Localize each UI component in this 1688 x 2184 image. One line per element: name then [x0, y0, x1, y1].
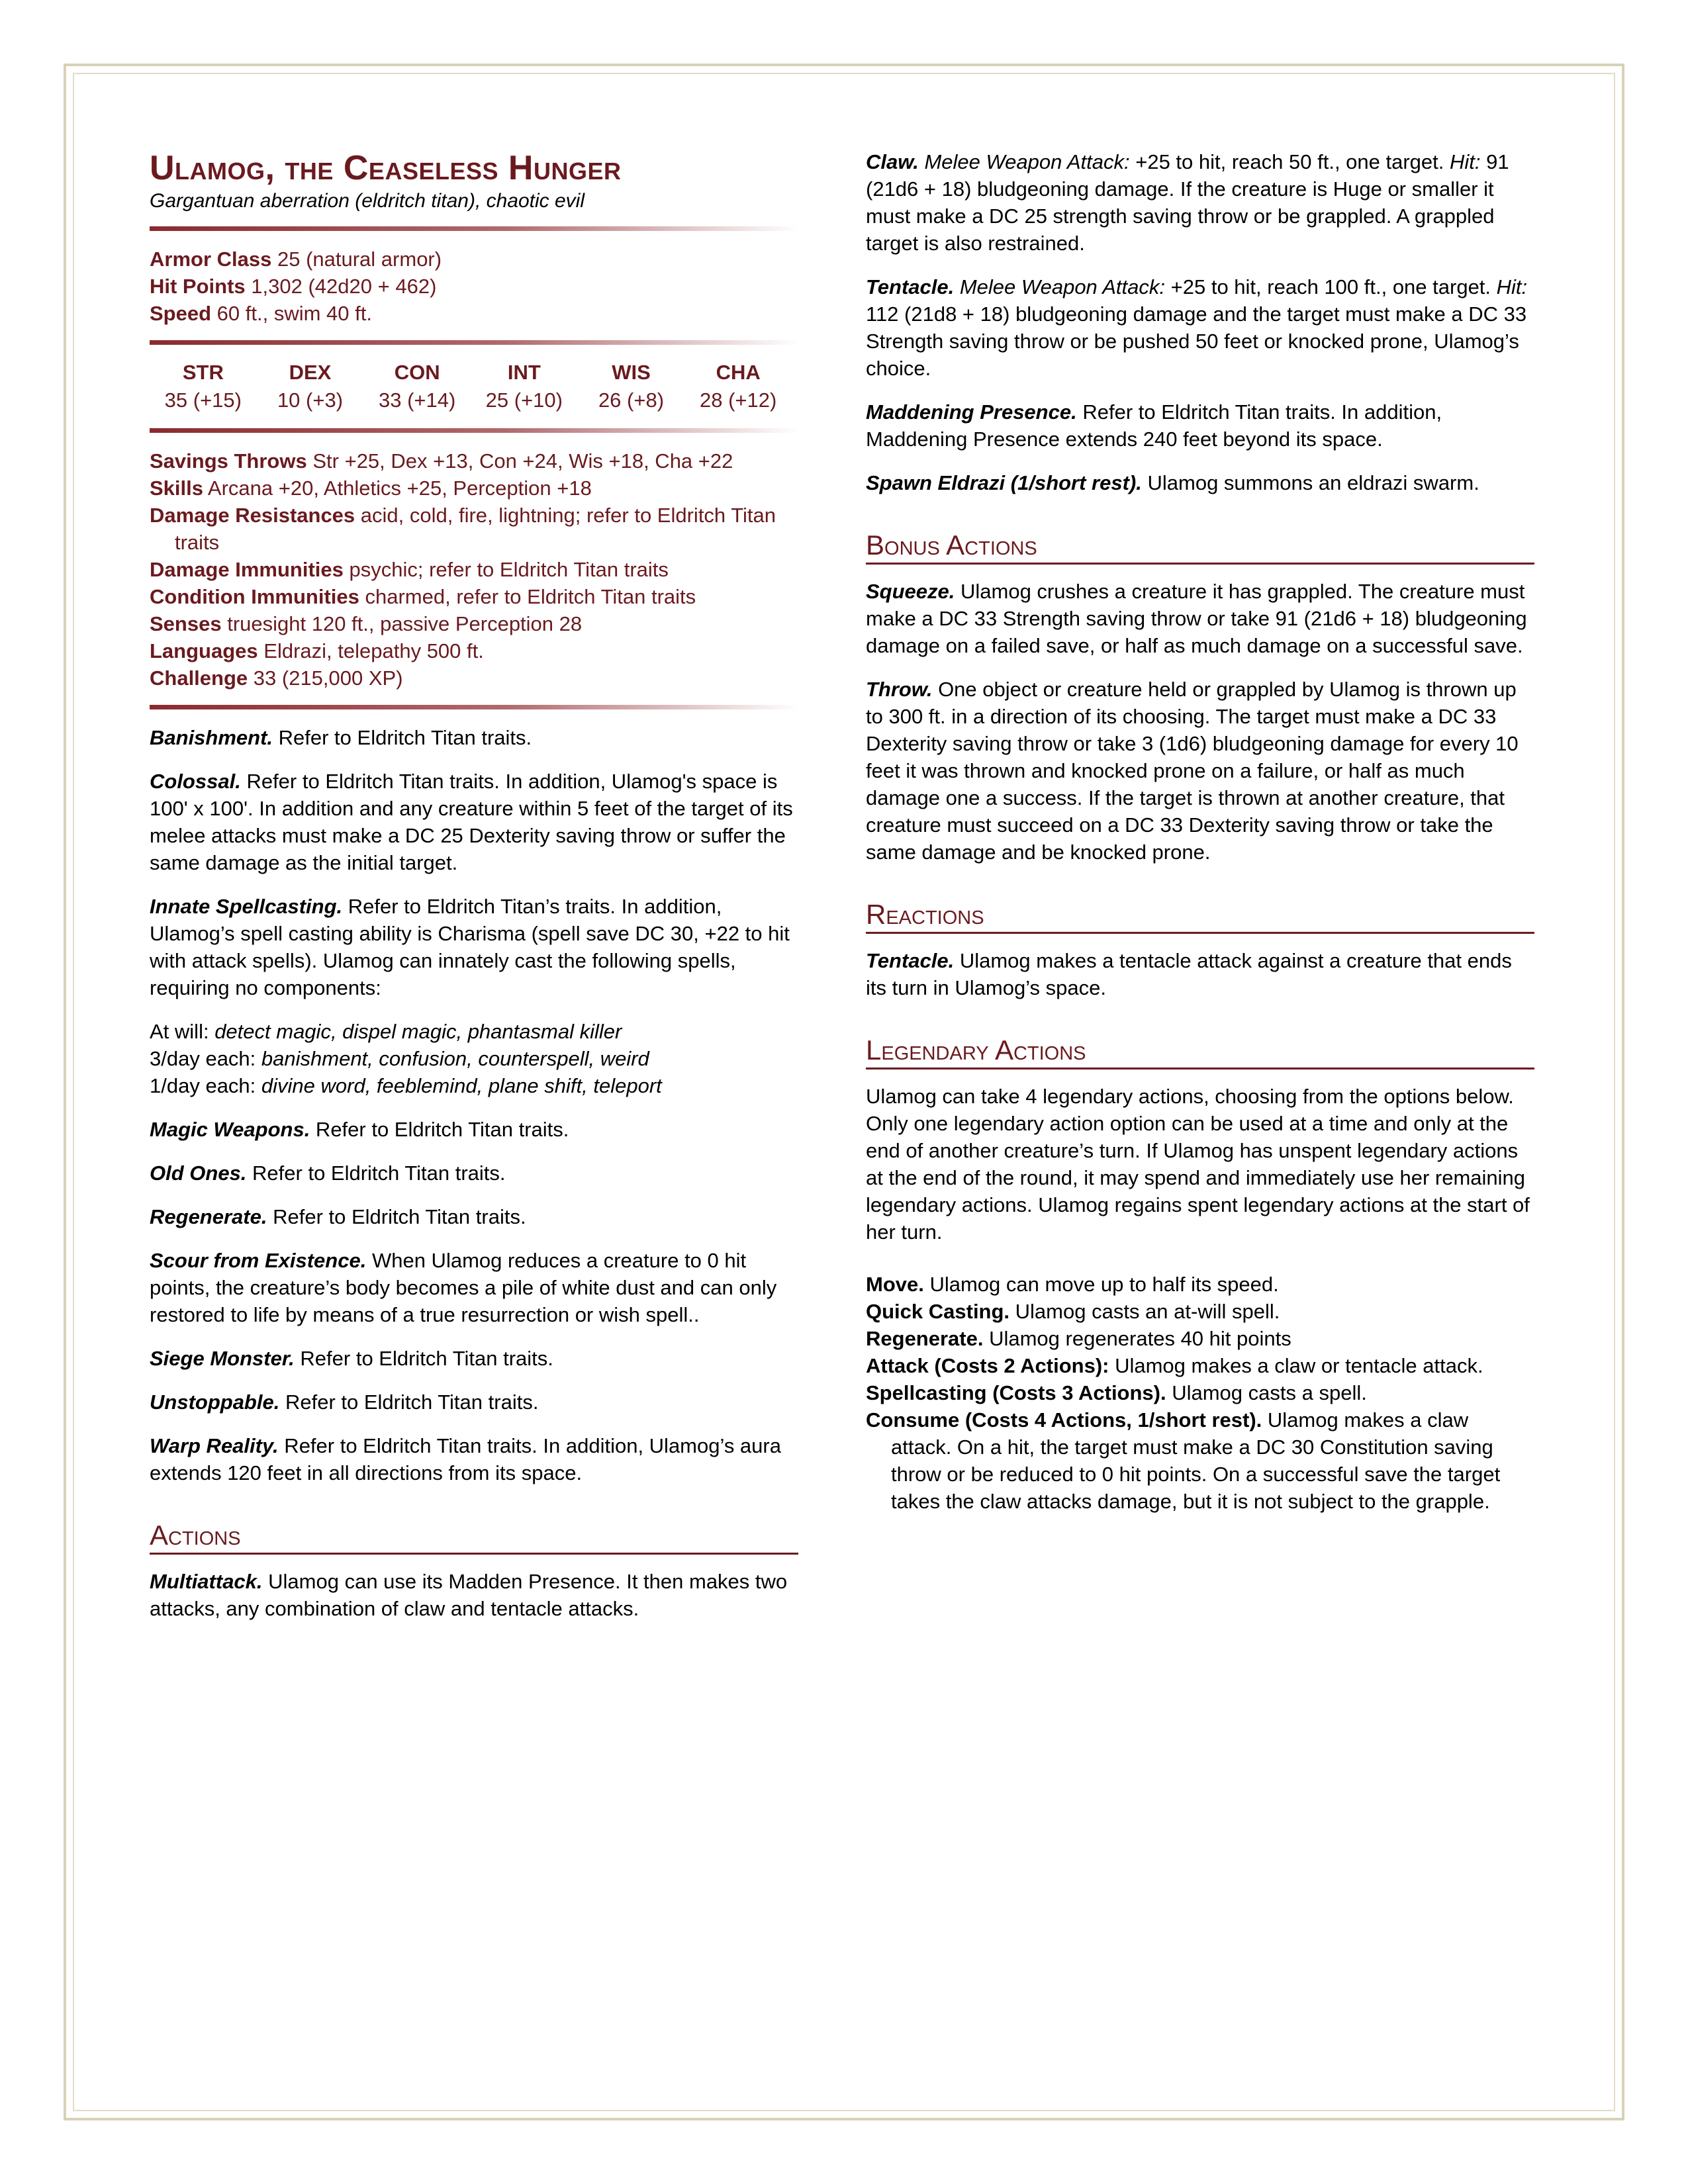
damage-immunities: Damage Immunities psychic; refer to Eldritch Titan traits	[150, 558, 669, 581]
trait-unstoppable: Unstoppable. Refer to Eldritch Titan traits.	[150, 1390, 539, 1414]
ability-header: STR	[182, 361, 224, 384]
action-maddening-presence: Maddening Presence. Refer to Eldritch Titan traits. In addition, Maddening Presence extends 240 feet beyond its space.	[866, 400, 1442, 451]
action-multiattack: Multiattack. Ulamog can use its Madden Presence. It then makes two attacks, any combination of claw and tentacle attacks.	[150, 1570, 788, 1620]
legendary-item: Regenerate. Ulamog regenerates 40 hit points	[866, 1327, 1291, 1350]
speed: Speed 60 ft., swim 40 ft.	[150, 302, 372, 325]
trait-magic-weapons: Magic Weapons. Refer to Eldritch Titan traits.	[150, 1118, 569, 1141]
damage-resistances: Damage Resistances acid, cold, fire, lightning; refer to Eldritch Titan traits	[150, 504, 776, 554]
ability-value: 28 (+12)	[700, 388, 777, 412]
ability-header: WIS	[612, 361, 651, 384]
ability-header: DEX	[289, 361, 332, 384]
divider	[150, 428, 798, 433]
legendary-item: Move. Ulamog can move up to half its speed.	[866, 1273, 1279, 1296]
legendary-item: Attack (Costs 2 Actions): Ulamog makes a claw or tentacle attack.	[866, 1354, 1483, 1377]
bonus-actions-heading: Bonus Actions	[866, 529, 1534, 565]
legendary-item: Quick Casting. Ulamog casts an at-will spell.	[866, 1300, 1280, 1323]
ability-header: CON	[394, 361, 440, 384]
saving-throws: Savings Throws Str +25, Dex +13, Con +24, Wis +18, Cha +22	[150, 449, 733, 473]
right-column	[866, 148, 1534, 1515]
legendary-list	[866, 1271, 1534, 1515]
reactions-heading: Reactions	[866, 899, 1534, 934]
bonus-action-throw: Throw. One object or creature held or grappled by Ulamog is thrown up to 300 ft. in a direction of its choosing. The target must make a DC 33 Dexterity saving throw or take 3 (1d6) bludgeoning damage for every 10 feet it was thrown and knocked prone on a failure, or half as much damage one a success. If the target is thrown at another creature, that creature must succeed on a DC 33 Dexterity saving throw or take the same damage and be knocked prone.	[866, 678, 1519, 864]
trait-regenerate: Regenerate. Refer to Eldritch Titan traits.	[150, 1205, 526, 1228]
ability-value: 10 (+3)	[277, 388, 344, 412]
ability-value: 25 (+10)	[485, 388, 563, 412]
trait-old-ones: Old Ones. Refer to Eldritch Titan traits.	[150, 1161, 506, 1185]
core-stats	[150, 246, 798, 327]
actions-heading: Actions	[150, 1520, 798, 1555]
legendary-intro: Ulamog can take 4 legendary actions, choosing from the options below. Only one legendary action option can be used at a time and only at the end of another creature’s turn. If Ulamog has unspent legendary actions at the end of the round, it may spend and immediately use her remaining legendary actions. Ulamog regains spent legendary actions at the start of her turn.	[866, 1085, 1530, 1244]
legendary-item: Spellcasting (Costs 3 Actions). Ulamog casts a spell.	[866, 1381, 1367, 1404]
trait-innate-spellcasting: Innate Spellcasting. Refer to Eldritch Titan’s traits. In addition, Ulamog’s spell casting ability is Charisma (spell save DC 30, +22 to hit with attack spells). Ulamog can innately cast the following spells, requiring no components:	[150, 895, 790, 999]
skills: Skills Arcana +20, Athletics +25, Perception +18	[150, 477, 592, 500]
spell-line: 3/day each: banishment, confusion, counterspell, weird	[150, 1047, 649, 1070]
monster-type: Gargantuan aberration (eldritch titan), chaotic evil	[150, 190, 585, 212]
left-column	[150, 148, 798, 1639]
challenge: Challenge 33 (215,000 XP)	[150, 666, 403, 690]
divider	[150, 705, 798, 709]
trait-scour-from-existence: Scour from Existence. When Ulamog reduces a creature to 0 hit points, the creature’s body becomes a pile of white dust and can only restored to life by means of a true resurrection or wish spell..	[150, 1249, 777, 1326]
ability-header: CHA	[716, 361, 761, 384]
ability-scores	[150, 359, 792, 415]
trait-warp-reality: Warp Reality. Refer to Eldritch Titan traits. In addition, Ulamog’s aura extends 120 feet in all directions from its space.	[150, 1434, 781, 1484]
reaction-tentacle: Tentacle. Ulamog makes a tentacle attack against a creature that ends its turn in Ulamog’s space.	[866, 949, 1512, 999]
trait-siege-monster: Siege Monster. Refer to Eldritch Titan traits.	[150, 1347, 553, 1370]
armor-class: Armor Class 25 (natural armor)	[150, 248, 442, 271]
condition-immunities: Condition Immunities charmed, refer to Eldritch Titan traits	[150, 585, 696, 608]
ability-value: 26 (+8)	[598, 388, 665, 412]
legendary-item: Consume (Costs 4 Actions, 1/short rest). Ulamog makes a claw attack. On a hit, the target must make a DC 30 Constitution saving throw or be reduced to 0 hit points. On a successful save the target takes the claw attacks damage, but it is not subject to the grapple.	[866, 1408, 1501, 1513]
action-spawn-eldrazi: Spawn Eldrazi (1/short rest). Ulamog summons an eldrazi swarm.	[866, 471, 1479, 494]
ability-header: INT	[507, 361, 541, 384]
spell-line: At will: detect magic, dispel magic, phantasmal killer	[150, 1020, 622, 1043]
ability-value: 33 (+14)	[379, 388, 456, 412]
monster-name: Ulamog, the Ceaseless Hunger	[150, 149, 622, 187]
trait-colossal: Colossal. Refer to Eldritch Titan traits. In addition, Ulamog's space is 100' x 100'. In addition and any creature within 5 feet of the target of its melee attacks must make a DC 25 Dexterity saving throw or suffer the same damage as the initial target.	[150, 770, 793, 874]
divider	[150, 340, 798, 345]
legendary-actions-heading: Legendary Actions	[866, 1034, 1534, 1069]
action-tentacle: Tentacle. Melee Weapon Attack: +25 to hit, reach 100 ft., one target. Hit: 112 (21d8 + 18) bludgeoning damage and the target must make a DC 33 Strength saving throw or be pushed 50 feet or knocked prone, Ulamog’s choice.	[866, 275, 1528, 380]
trait-banishment: Banishment. Refer to Eldritch Titan traits.	[150, 726, 532, 749]
senses: Senses truesight 120 ft., passive Perception 28	[150, 612, 583, 635]
detail-stats	[150, 447, 798, 692]
languages: Languages Eldrazi, telepathy 500 ft.	[150, 639, 484, 662]
divider	[150, 226, 798, 231]
spell-line: 1/day each: divine word, feeblemind, plane shift, teleport	[150, 1074, 662, 1097]
ability-value: 35 (+15)	[164, 388, 242, 412]
hit-points: Hit Points 1,302 (42d20 + 462)	[150, 275, 437, 298]
bonus-action-squeeze: Squeeze. Ulamog crushes a creature it has grappled. The creature must make a DC 33 Strength saving throw or take 91 (21d6 + 18) bludgeoning damage on a failed save, or half as much damage on a successful save.	[866, 580, 1527, 657]
action-claw: Claw. Melee Weapon Attack: +25 to hit, reach 50 ft., one target. Hit: 91 (21d6 + 18) bludgeoning damage. If the creature is Huge or smaller it must make a DC 25 strength saving throw or be grappled. A grappled target is also restrained.	[866, 150, 1509, 255]
spell-list	[150, 1018, 798, 1099]
